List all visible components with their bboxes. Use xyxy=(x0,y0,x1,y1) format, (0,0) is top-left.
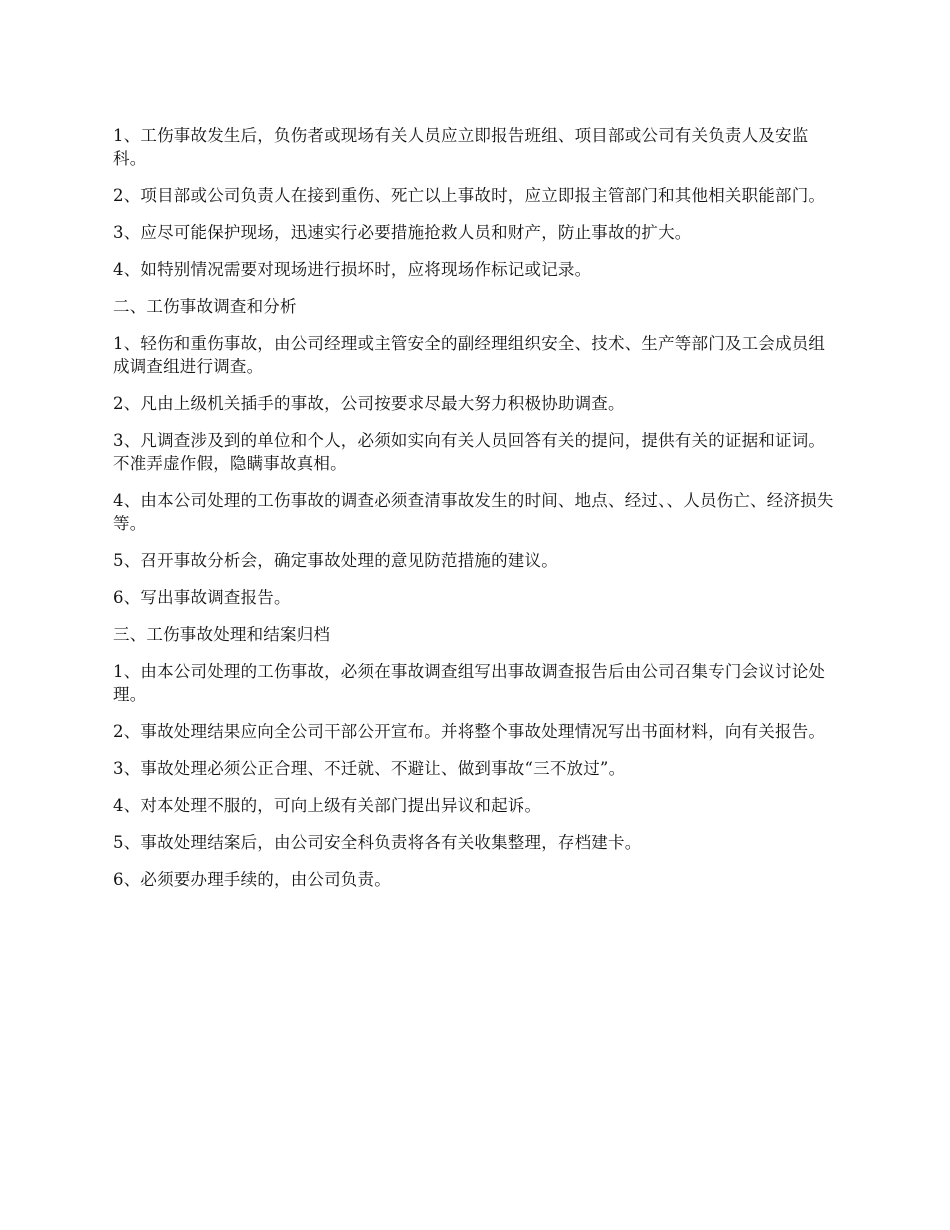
paragraph-procedures: 6、必须要办理手续的，由公司负责。 xyxy=(113,870,391,889)
document-body xyxy=(113,124,835,905)
paragraph-fair-handling: 3、事故处理必须公正合理、不迁就、不避让、做到事故“三不放过”。 xyxy=(113,759,626,778)
paragraph-protect-scene: 3、应尽可能保护现场，迅速实行必要措施抢救人员和财产，防止事故的扩大。 xyxy=(113,223,692,242)
paragraph-report-serious: 2、项目部或公司负责人在接到重伤、死亡以上事故时，应立即报主管部门和其他相关职能部门。 xyxy=(113,186,826,205)
paragraph-handling-meeting: 1、由本公司处理的工伤事故，必须在事故调查组写出事故调查报告后由公司召集专门会议讨论处理。 xyxy=(113,662,826,704)
paragraph-announce-result: 2、事故处理结果应向全公司干部公开宣布。并将整个事故处理情况写出书面材料，向有关报告。 xyxy=(113,722,826,741)
paragraph-assist-investigation: 2、凡由上级机关插手的事故，公司按要求尽最大努力积极协助调查。 xyxy=(113,394,625,413)
paragraph-appeal: 4、对本处理不服的，可向上级有关部门提出异议和起诉。 xyxy=(113,796,542,815)
paragraph-truthful-testimony: 3、凡调查涉及到的单位和个人，必须如实向有关人员回答有关的提问，提供有关的证据和证词。不准弄虚作假，隐瞒事故真相。 xyxy=(113,431,826,473)
paragraph-mark-scene: 4、如特别情况需要对现场进行损坏时，应将现场作标记或记录。 xyxy=(113,260,592,279)
section-heading-handling: 三、工伤事故处理和结案归档 xyxy=(113,625,331,644)
paragraph-report-injury: 1、工伤事故发生后，负伤者或现场有关人员应立即报告班组、项目部或公司有关负责人及安监科。 xyxy=(113,126,809,168)
paragraph-archive: 5、事故处理结案后，由公司安全科负责将各有关收集整理，存档建卡。 xyxy=(113,833,642,852)
section-heading-investigation: 二、工伤事故调查和分析 xyxy=(113,297,297,316)
paragraph-investigation-report: 6、写出事故调查报告。 xyxy=(113,588,291,607)
paragraph-investigation-scope: 4、由本公司处理的工伤事故的调查必须查清事故发生的时间、地点、经过、、人员伤亡、经济损失等。 xyxy=(113,491,834,533)
paragraph-analysis-meeting: 5、召开事故分析会，确定事故处理的意见防范措施的建议。 xyxy=(113,551,558,570)
paragraph-investigation-team: 1、轻伤和重伤事故，由公司经理或主管安全的副经理组织安全、技术、生产等部门及工会成员组成调查组进行调查。 xyxy=(113,334,826,376)
